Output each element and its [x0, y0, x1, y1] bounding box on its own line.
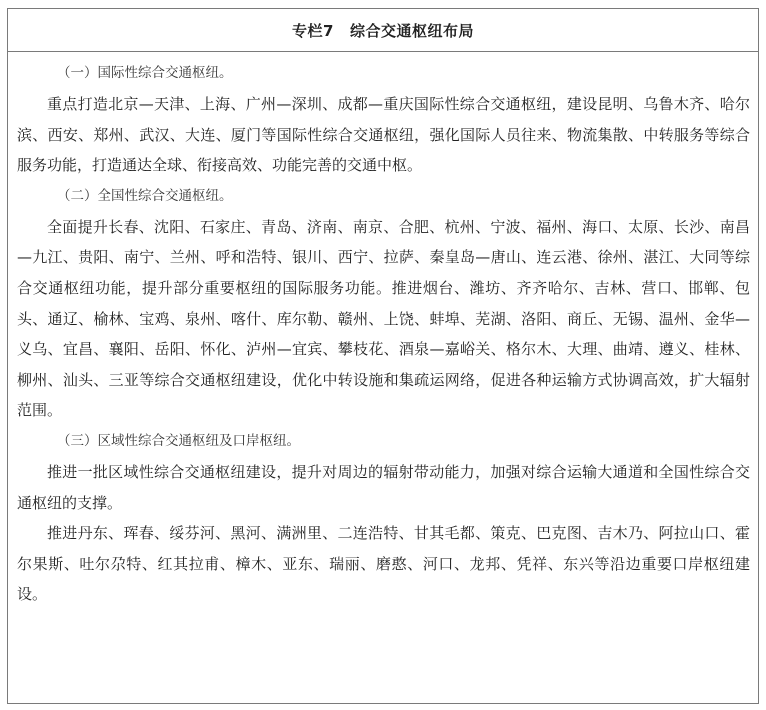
section-paragraph: 推进一批区域性综合交通枢纽建设，提升对周边的辐射带动能力，加强对综合运输大通道和全国性综合交通枢纽的支撑。 — [17, 462, 750, 512]
column-box — [7, 8, 759, 704]
section-heading: （二）全国性综合交通枢纽。 — [57, 187, 233, 204]
section-paragraph: 重点打造北京—天津、上海、广州—深圳、成都—重庆国际性综合交通枢纽，建设昆明、乌鲁木齐、哈尔滨、西安、郑州、武汉、大连、厦门等国际性综合交通枢纽，强化国际人员往来、物流集散、中转服务等综合服务功能，打造通达全球、衔接高效、功能完善的交通中枢。 — [17, 95, 750, 175]
box-title-label: 专栏7 — [292, 21, 334, 40]
section-national — [17, 181, 750, 426]
section-heading: （三）区域性综合交通枢纽及口岸枢纽。 — [57, 432, 300, 449]
section-regional — [17, 426, 750, 610]
box-title-text: 综合交通枢纽布局 — [349, 21, 474, 40]
section-international — [17, 58, 750, 181]
box-title — [8, 9, 758, 52]
section-heading: （一）国际性综合交通枢纽。 — [57, 65, 233, 81]
box-content — [8, 52, 758, 610]
section-paragraph: 推进丹东、珲春、绥芬河、黑河、满洲里、二连浩特、甘其毛都、策克、巴克图、吉木乃、阿拉山口、霍尔果斯、吐尔尕特、红其拉甫、樟木、亚东、瑞丽、磨憨、河口、龙邦、凭祥、东兴等沿边重要口岸枢纽建设。 — [17, 524, 750, 604]
section-paragraph: 全面提升长春、沈阳、石家庄、青岛、济南、南京、合肥、杭州、宁波、福州、海口、太原、长沙、南昌—九江、贵阳、南宁、兰州、呼和浩特、银川、西宁、拉萨、秦皇岛—唐山、连云港、徐州、湛江、大同等综合交通枢纽功能，提升部分重要枢纽的国际服务功能。推进烟台、潍坊、齐齐哈尔、吉林、营口、邯郸、包头、通辽、榆林、宝鸡、泉州、喀什、库尔勒、赣州、上饶、蚌埠、芜湖、洛阳、商丘、无锡、温州、金华—义乌、宜昌、襄阳、岳阳、怀化、泸州—宜宾、攀枝花、酒泉—嘉峪关、格尔木、大理、曲靖、遵义、桂林、柳州、汕头、三亚等综合交通枢纽建设，优化中转设施和集疏运网络，促进各种运输方式协调高效，扩大辐射范围。 — [17, 217, 750, 420]
